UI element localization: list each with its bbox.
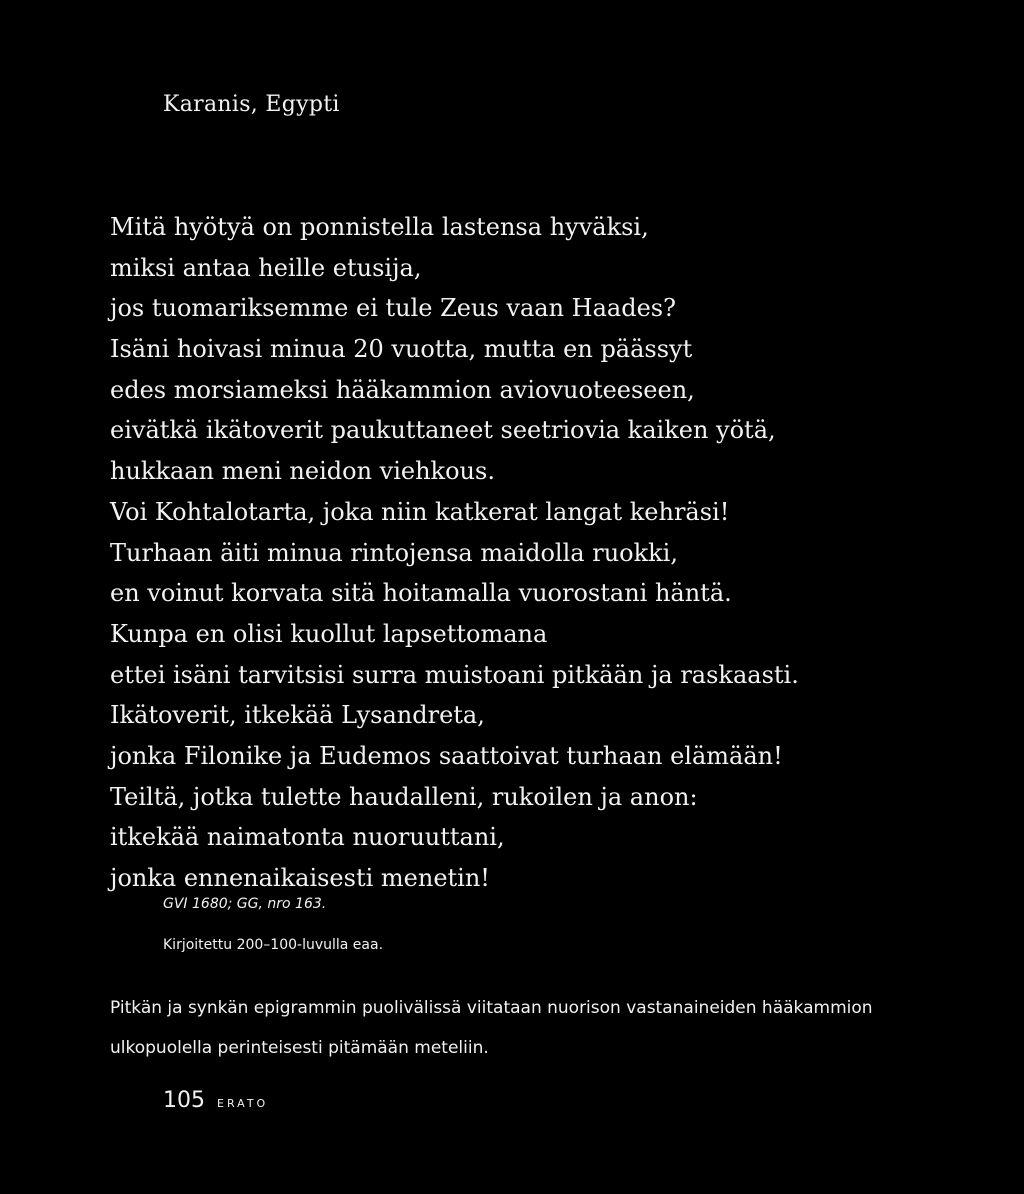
poem-line: Teiltä, jotka tulette haudalleni, rukoilen ja anon: [110,782,698,811]
poem-body [110,214,799,906]
source-reference: GVI 1680; GG, nro 163. [163,896,327,912]
poem-line: itkekää naimatonta nuoruuttani, [110,823,505,852]
poem-line: jonka Filonike ja Eudemos saattoivat turhaan elämään! [110,741,783,770]
poem-heading: Karanis, Egypti [163,92,340,117]
poem-line: jonka ennenaikaisesti menetin! [110,864,490,892]
poem-line: miksi antaa heille etusija, [110,253,422,282]
poem-line: jos tuomariksemme ei tule Zeus vaan Haades? [110,294,676,323]
commentary [110,988,900,1068]
dating-note: Kirjoitettu 200–100-luvulla eaa. [163,937,384,953]
commentary-line: Pitkän ja synkän epigrammin puolivälissä viitataan nuorison vastanaineiden hääkammion [110,998,873,1018]
poem-line: Turhaan äiti minua rintojensa maidolla ruokki, [110,538,678,567]
commentary-line: ulkopuolella perinteisesti pitämään meteliin. [110,1038,489,1058]
poem-line: Kunpa en olisi kuollut lapsettomana [110,619,548,648]
poem-line: Ikätoverit, itkekää Lysandreta, [110,701,485,730]
poem-line: edes morsiameksi hääkammion aviovuoteeseen, [110,375,695,404]
poem-line: eivätkä ikätoverit paukuttaneet seetriovia kaiken yötä, [110,416,776,445]
poem-line: Isäni hoivasi minua 20 vuotta, mutta en päässyt [110,335,693,364]
poem-line: en voinut korvata sitä hoitamalla vuorostani häntä. [110,579,732,608]
poem-line: Voi Kohtalotarta, joka niin katkerat langat kehräsi! [110,497,730,526]
page-number: 105 [163,1088,205,1113]
page-footer [163,1088,268,1113]
section-title: ERATO [217,1097,269,1110]
poem-line: hukkaan meni neidon viehkous. [110,457,495,486]
poem-line: Mitä hyötyä on ponnistella lastensa hyväksi, [110,213,649,241]
poem-line: ettei isäni tarvitsisi surra muistoani pitkään ja raskaasti. [110,660,799,689]
